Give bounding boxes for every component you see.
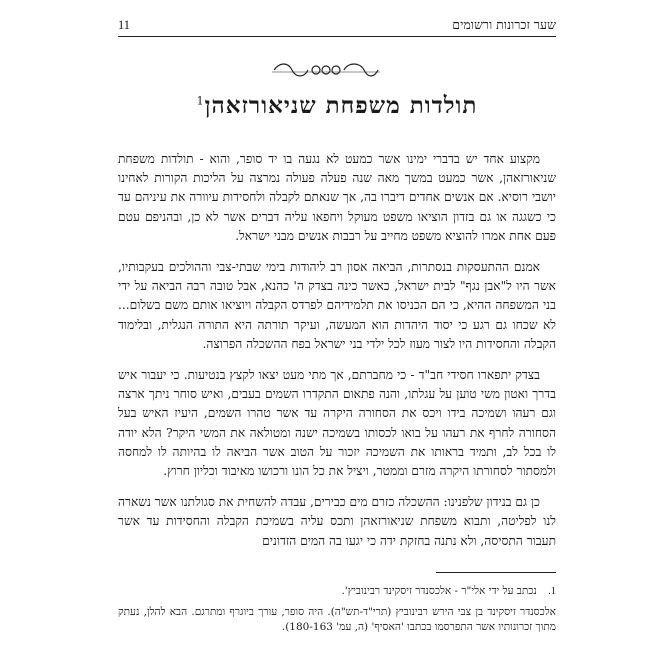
paragraph: בצדק יתפארו חסידי חב"ד - כי מחברתם, אך מתי מעט יצאו לקצץ בנטיעות. כי יעבור איש בדרך ואטון משי טוען על עגלתו, והנה פתאום התקדרו השמים בעבים, ואיש סוחר ניתך ארצה וגם רעהו ושמיכה בידו ויכס את הסחורה היקרה עד אשר טהרו השמים, היעיז האיש בעל הסחורה לחרף את רעהו על בואו לכסותו בשמיכה ישנה ומטולאה את המשי היקר? הלא יודה לו בכל לב, ותמיד בראותו את השמיכה יזכור על הטוב אשר הביאה לו בהיותה לו למחסה ולמסתור לסחורתו היקרה מזרם וממטר, ויציל את כל הונו ורכושו מאיבוד וכליון חרוץ. xyxy=(118,368,556,479)
footnote-line xyxy=(118,584,556,599)
page-number: 11 xyxy=(118,17,131,32)
running-title: שער זכרונות ורשומים xyxy=(452,17,556,32)
body-text xyxy=(118,150,556,563)
footnotes xyxy=(118,584,556,641)
footnote-text: נכתב על ידי אלי"ר - אלכסנדר זיסקינד רבינוביץ'. xyxy=(341,585,537,597)
title-footnote-ref: 1 xyxy=(196,94,205,108)
footnote-divider xyxy=(436,572,556,573)
chapter-title xyxy=(118,92,556,119)
running-header xyxy=(118,14,556,37)
paragraph: כן גם בנידון שלפנינו: ההשכלה כזרם מים כבירים, עבדה להשחית את סגולתנו אשר נשארה לנו לפליטה, ותבוא משפחת שניאורזאהן ותכס עליה בשמיכת הקבלה והחסידות עד אשר תעבור התסיסה, ולא נתנה בחזקת ידה כי יגעו בה המים הזדונים xyxy=(118,495,556,548)
paragraph: מקצוע אחד יש בדברי ימינו אשר כמעט לא נגעה בו יד סופר, והוא - תולדות משפחת שניאורזאהן, אשר כמעט במשך מאה שנה פעלה פעולה נמרצה על הליכות הקורות לאחינו יושבי רוסיא. אם אנשים אחדים דיברו בה, אך שנאתם לקבלה ולחסידות עיוורה את עיניהם עד כי כשגגה או גם בזדון הוציאו משפט מעוקל ויחפאו עליה דברים אשר לא כן, ובהניפם עטם פעם אחת אמרו להוציא משפט מחייב על רבבות אנשים מבני ישראל. xyxy=(118,152,556,243)
footnote-line: אלכסנדר זיסקינד בן צבי הירש רבינוביץ (תרי"ד-תש"ה). היה סופר, עורך ביוגרף ומתרגם. הבא להלן, נעתק מתוך זכרונותיו אשר התפרסמו בכתבו 'האסיף' (ה, עמ' 180-163). xyxy=(118,606,556,633)
footnote-number: 1. xyxy=(548,586,556,597)
paragraph: אמנם ההתעסקות בנסתרות, הביאה אסון רב ליהודות בימי שבתי-צבי וההולכים בעקבותיו, אשר היו ל"אבן נגף" לבית ישראל, כאשר כינה בצדק ה' כהנא, אבל טובה רבה הביאה על ידי בני המשפחה ההיא, כי הם הכניסו את תלמידיהם לפרדס הקבלה ויוציאו אותם משם בשלום... לא שכחו גם רגע כי יסוד היהדות הוא המעשה, ועיקר תורתה היא התורה הנגלית, ובלימוד הקבלה והחסידות היו לצור מעוז לכל ילדי בני ישראל בפח ההשכלה הפרוצה. xyxy=(118,260,556,351)
ornament-flourish xyxy=(270,58,382,82)
chapter-title-text: תולדות משפחת שניאורזאהן xyxy=(204,92,478,119)
